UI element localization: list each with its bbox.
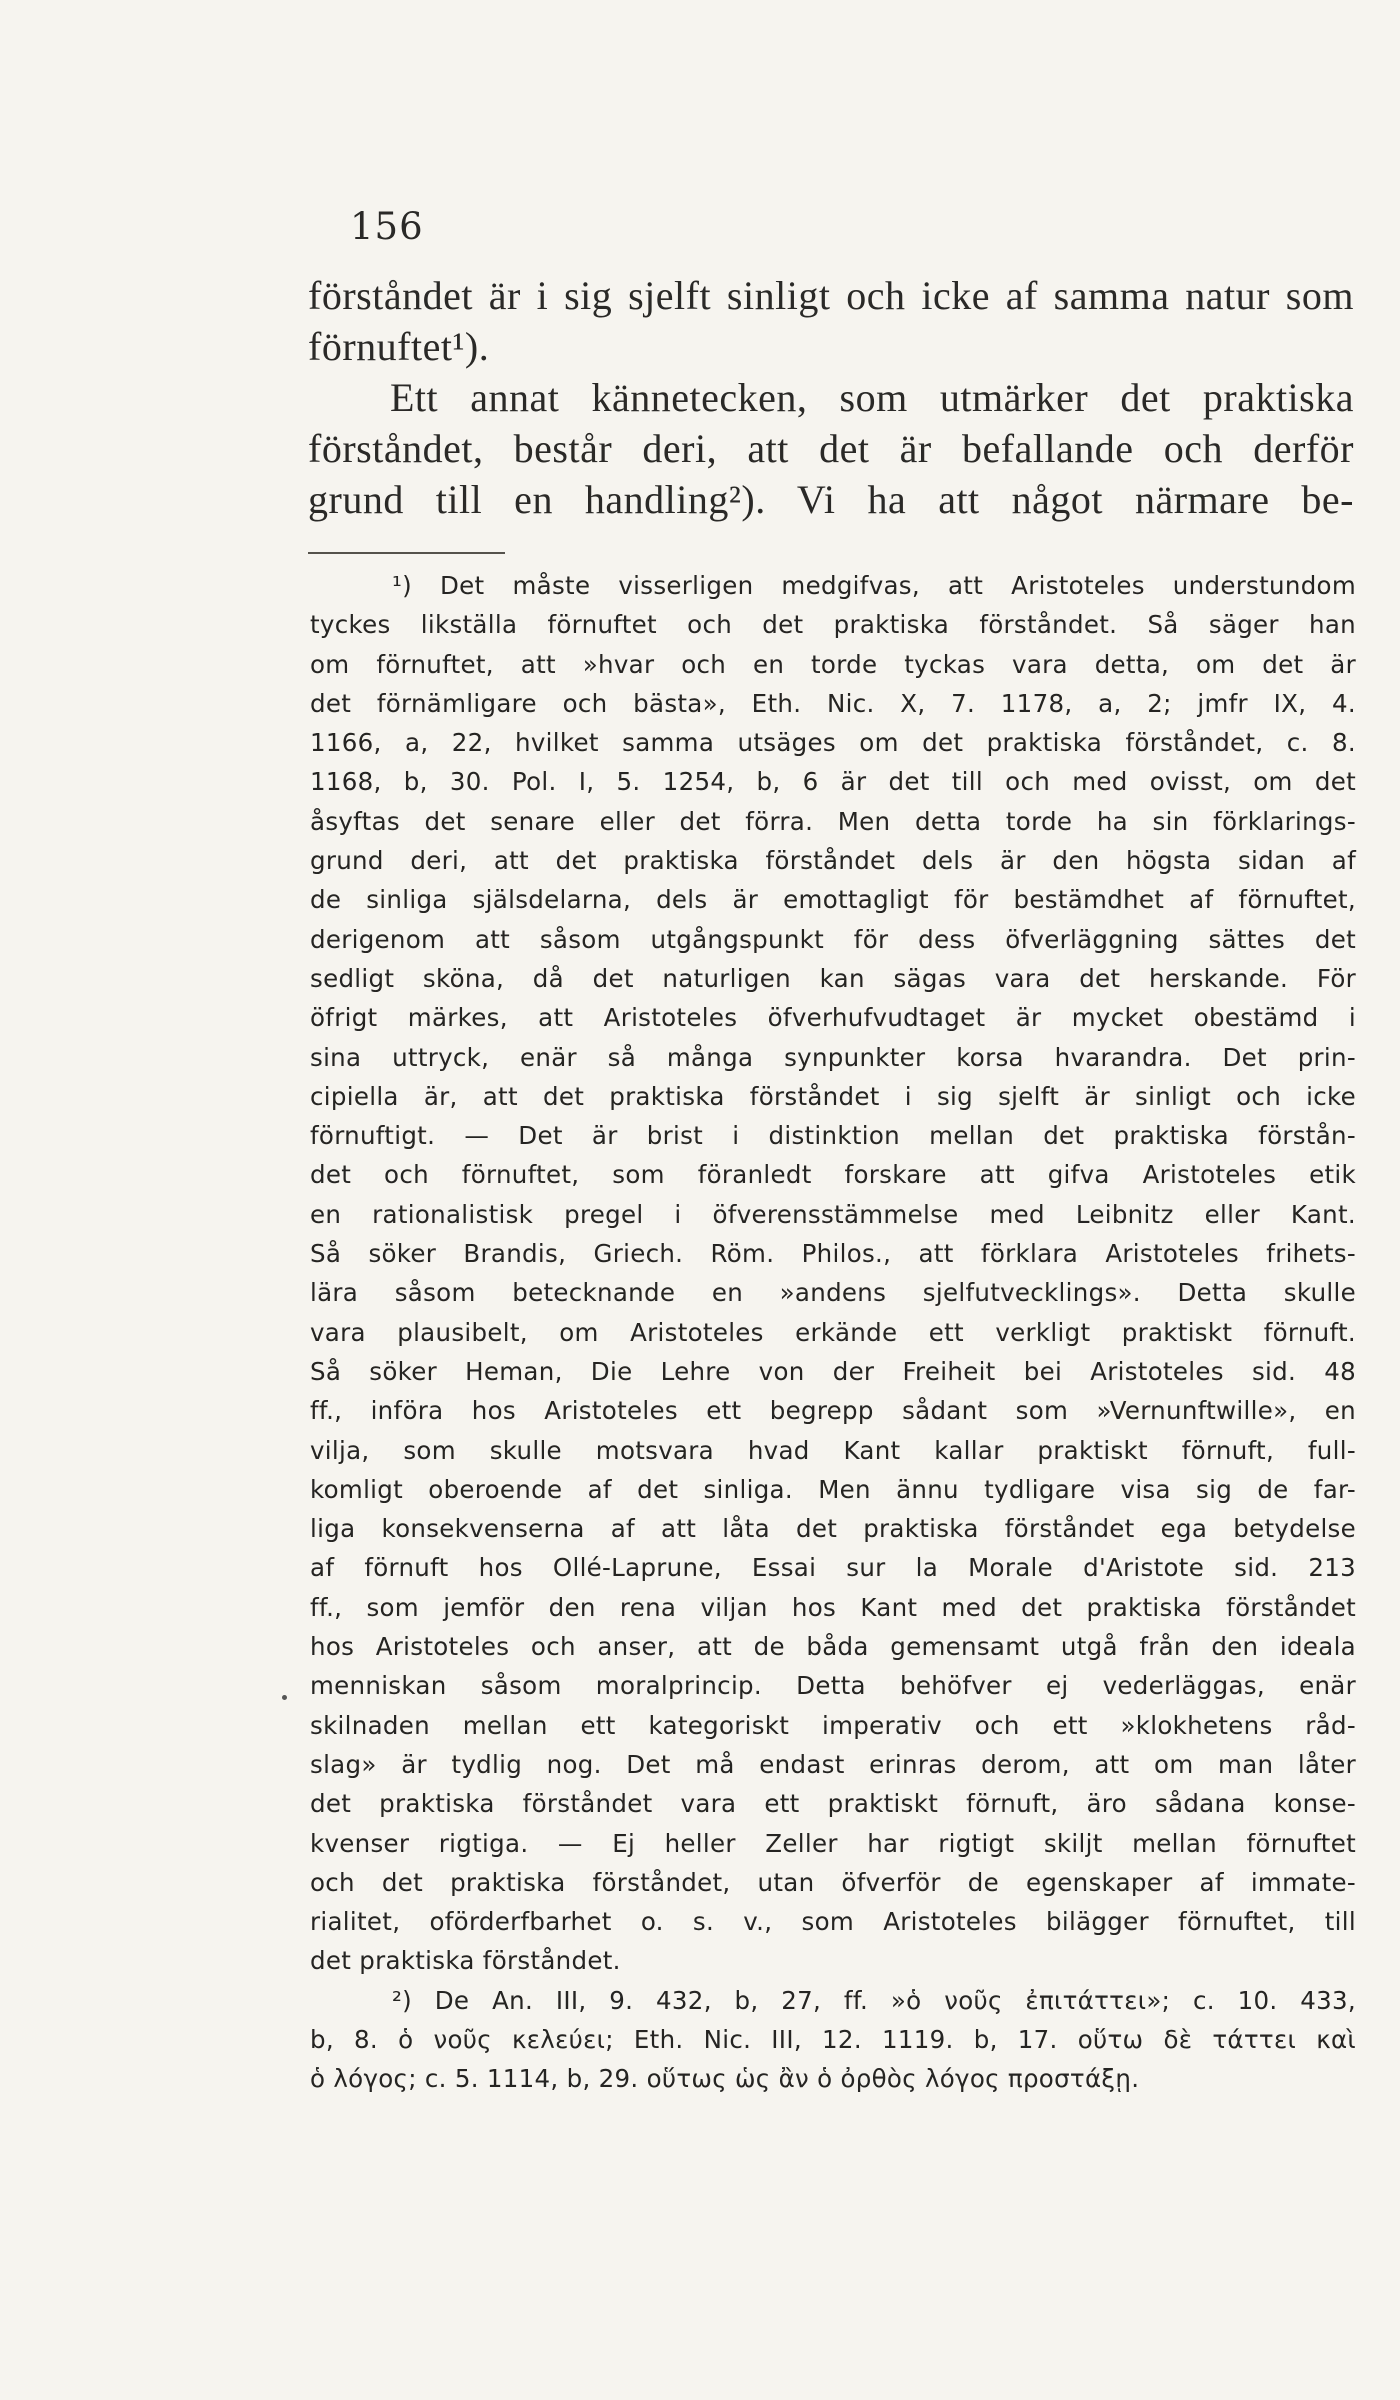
text-line: förnuftet¹). [308, 324, 490, 369]
footnotes [310, 566, 1356, 2099]
footnote-line: grund deri, att det praktiska förståndet dels är den högsta sidan af [310, 846, 1356, 876]
footnote-line: och det praktiska förståndet, utan öfverför de egenskaper af immate- [310, 1867, 1356, 1897]
footnote-line: förnuftigt. — Det är brist i distinktion mellan det praktiska förstån- [310, 1121, 1356, 1151]
footnote-line: cipiella är, att det praktiska förståndet i sig sjelft är sinligt och icke [310, 1081, 1356, 1111]
page-number: 156 [350, 205, 424, 248]
footnote-line: menniskan såsom moralprincip. Detta behöfver ej vederläggas, enär [310, 1671, 1356, 1701]
footnote-line: hos Aristoteles och anser, att de båda gemensamt utgå från den ideala [310, 1632, 1356, 1662]
footnote-line: ¹) Det måste visserligen medgifvas, att Aristoteles understundom [392, 571, 1356, 600]
footnote-line: åsyftas det senare eller det förra. Men detta torde ha sin förklarings- [310, 806, 1356, 836]
footnote-line: slag» är tydlig nog. Det må endast erinras derom, att om man låter [310, 1749, 1356, 1779]
footnote-line: det praktiska förståndet vara ett praktiskt förnuft, äro sådana konse- [310, 1789, 1356, 1819]
text-line: Ett annat kännetecken, som utmärker det praktiska [390, 375, 1354, 420]
footnote-line: ff., införa hos Aristoteles ett begrepp sådant som »Vernunftwille», en [310, 1396, 1356, 1426]
footnote-line: derigenom att såsom utgångspunkt för dess öfverläggning sättes det [310, 924, 1356, 954]
footnote-line: ὁ λόγος; c. 5. 1114, b, 29. οὕτως ὡς ἂν ὁ ὀρθὸς λόγος προστάξῃ. [310, 2064, 1140, 2094]
footnote-line: Så söker Heman, Die Lehre von der Freiheit bei Aristoteles sid. 48 [310, 1356, 1356, 1386]
footnote-divider [308, 552, 505, 554]
text-line: förståndet är i sig sjelft sinligt och icke af samma natur som [308, 273, 1354, 318]
footnote-line: skilnaden mellan ett kategoriskt imperativ och ett »klokhetens råd- [310, 1710, 1356, 1740]
footnote-line: liga konsekvenserna af att låta det praktiska förståndet ega betydelse [310, 1514, 1356, 1544]
text-line: förståndet, består deri, att det är befallande och derför [308, 426, 1354, 471]
footnote-line: vilja, som skulle motsvara hvad Kant kallar praktiskt förnuft, full- [310, 1435, 1356, 1465]
footnote-line: öfrigt märkes, att Aristoteles öfverhufvudtaget är mycket obestämd i [310, 1003, 1356, 1033]
footnote-line: b, 8. ὁ νοῦς κελεύει; Eth. Nic. III, 12. 1119. b, 17. οὕτω δὲ τάττει καὶ [310, 2024, 1356, 2054]
footnote-line: rialitet, oförderfbarhet o. s. v., som Aristoteles bilägger förnuftet, till [310, 1907, 1356, 1937]
footnote-line: vara plausibelt, om Aristoteles erkände ett verkligt praktiskt förnuft. [310, 1317, 1356, 1347]
footnote-line: en rationalistisk pregel i öfverensstämmelse med Leibnitz eller Kant. [310, 1199, 1356, 1229]
footnote-line: kvenser rigtiga. — Ej heller Zeller har rigtigt skiljt mellan förnuftet [310, 1828, 1356, 1858]
footnote-line: de sinliga själsdelarna, dels är emottagligt för bestämdhet af förnuftet, [310, 885, 1356, 915]
footnote-line: det förnämligare och bästa», Eth. Nic. X, 7. 1178, a, 2; jmfr IX, 4. [310, 688, 1356, 718]
footnote-line: sedligt sköna, då det naturligen kan sägas vara det herskande. För [310, 963, 1356, 993]
footnote-line: Så söker Brandis, Griech. Röm. Philos., att förklara Aristoteles frihets- [310, 1239, 1356, 1269]
footnote-line: det praktiska förståndet. [310, 1946, 621, 1976]
footnote-line: komligt oberoende af det sinliga. Men ännu tydligare visa sig de far- [310, 1474, 1356, 1504]
footnote-line: 1166, a, 22, hvilket samma utsäges om det praktiska förståndet, c. 8. [310, 728, 1356, 758]
footnote-line: 1168, b, 30. Pol. I, 5. 1254, b, 6 är det till och med ovisst, om det [310, 767, 1356, 797]
text-line: grund till en handling²). Vi ha att något närmare be- [308, 477, 1354, 522]
footnote-line: lära såsom betecknande en »andens sjelfutvecklings». Detta skulle [310, 1278, 1356, 1308]
footnote-line: tyckes likställa förnuftet och det praktiska förståndet. Så säger han [310, 610, 1356, 640]
main-text [308, 270, 1354, 525]
footnote-line: ²) De An. III, 9. 432, b, 27, ff. »ὁ νοῦς ἐπιτάττει»; c. 10. 433, [392, 1985, 1356, 2015]
footnote-line: ff., som jemför den rena viljan hos Kant med det praktiska förståndet [310, 1592, 1356, 1622]
footnote-line: sina uttryck, enär så många synpunkter korsa hvarandra. Det prin- [310, 1042, 1356, 1072]
footnote-line: af förnuft hos Ollé-Laprune, Essai sur la Morale d'Aristote sid. 213 [310, 1553, 1356, 1583]
footnote-line: om förnuftet, att »hvar och en torde tyckas vara detta, om det är [310, 649, 1356, 679]
margin-dot [282, 1695, 287, 1700]
footnote-line: det och förnuftet, som föranledt forskare att gifva Aristoteles etik [310, 1160, 1356, 1190]
